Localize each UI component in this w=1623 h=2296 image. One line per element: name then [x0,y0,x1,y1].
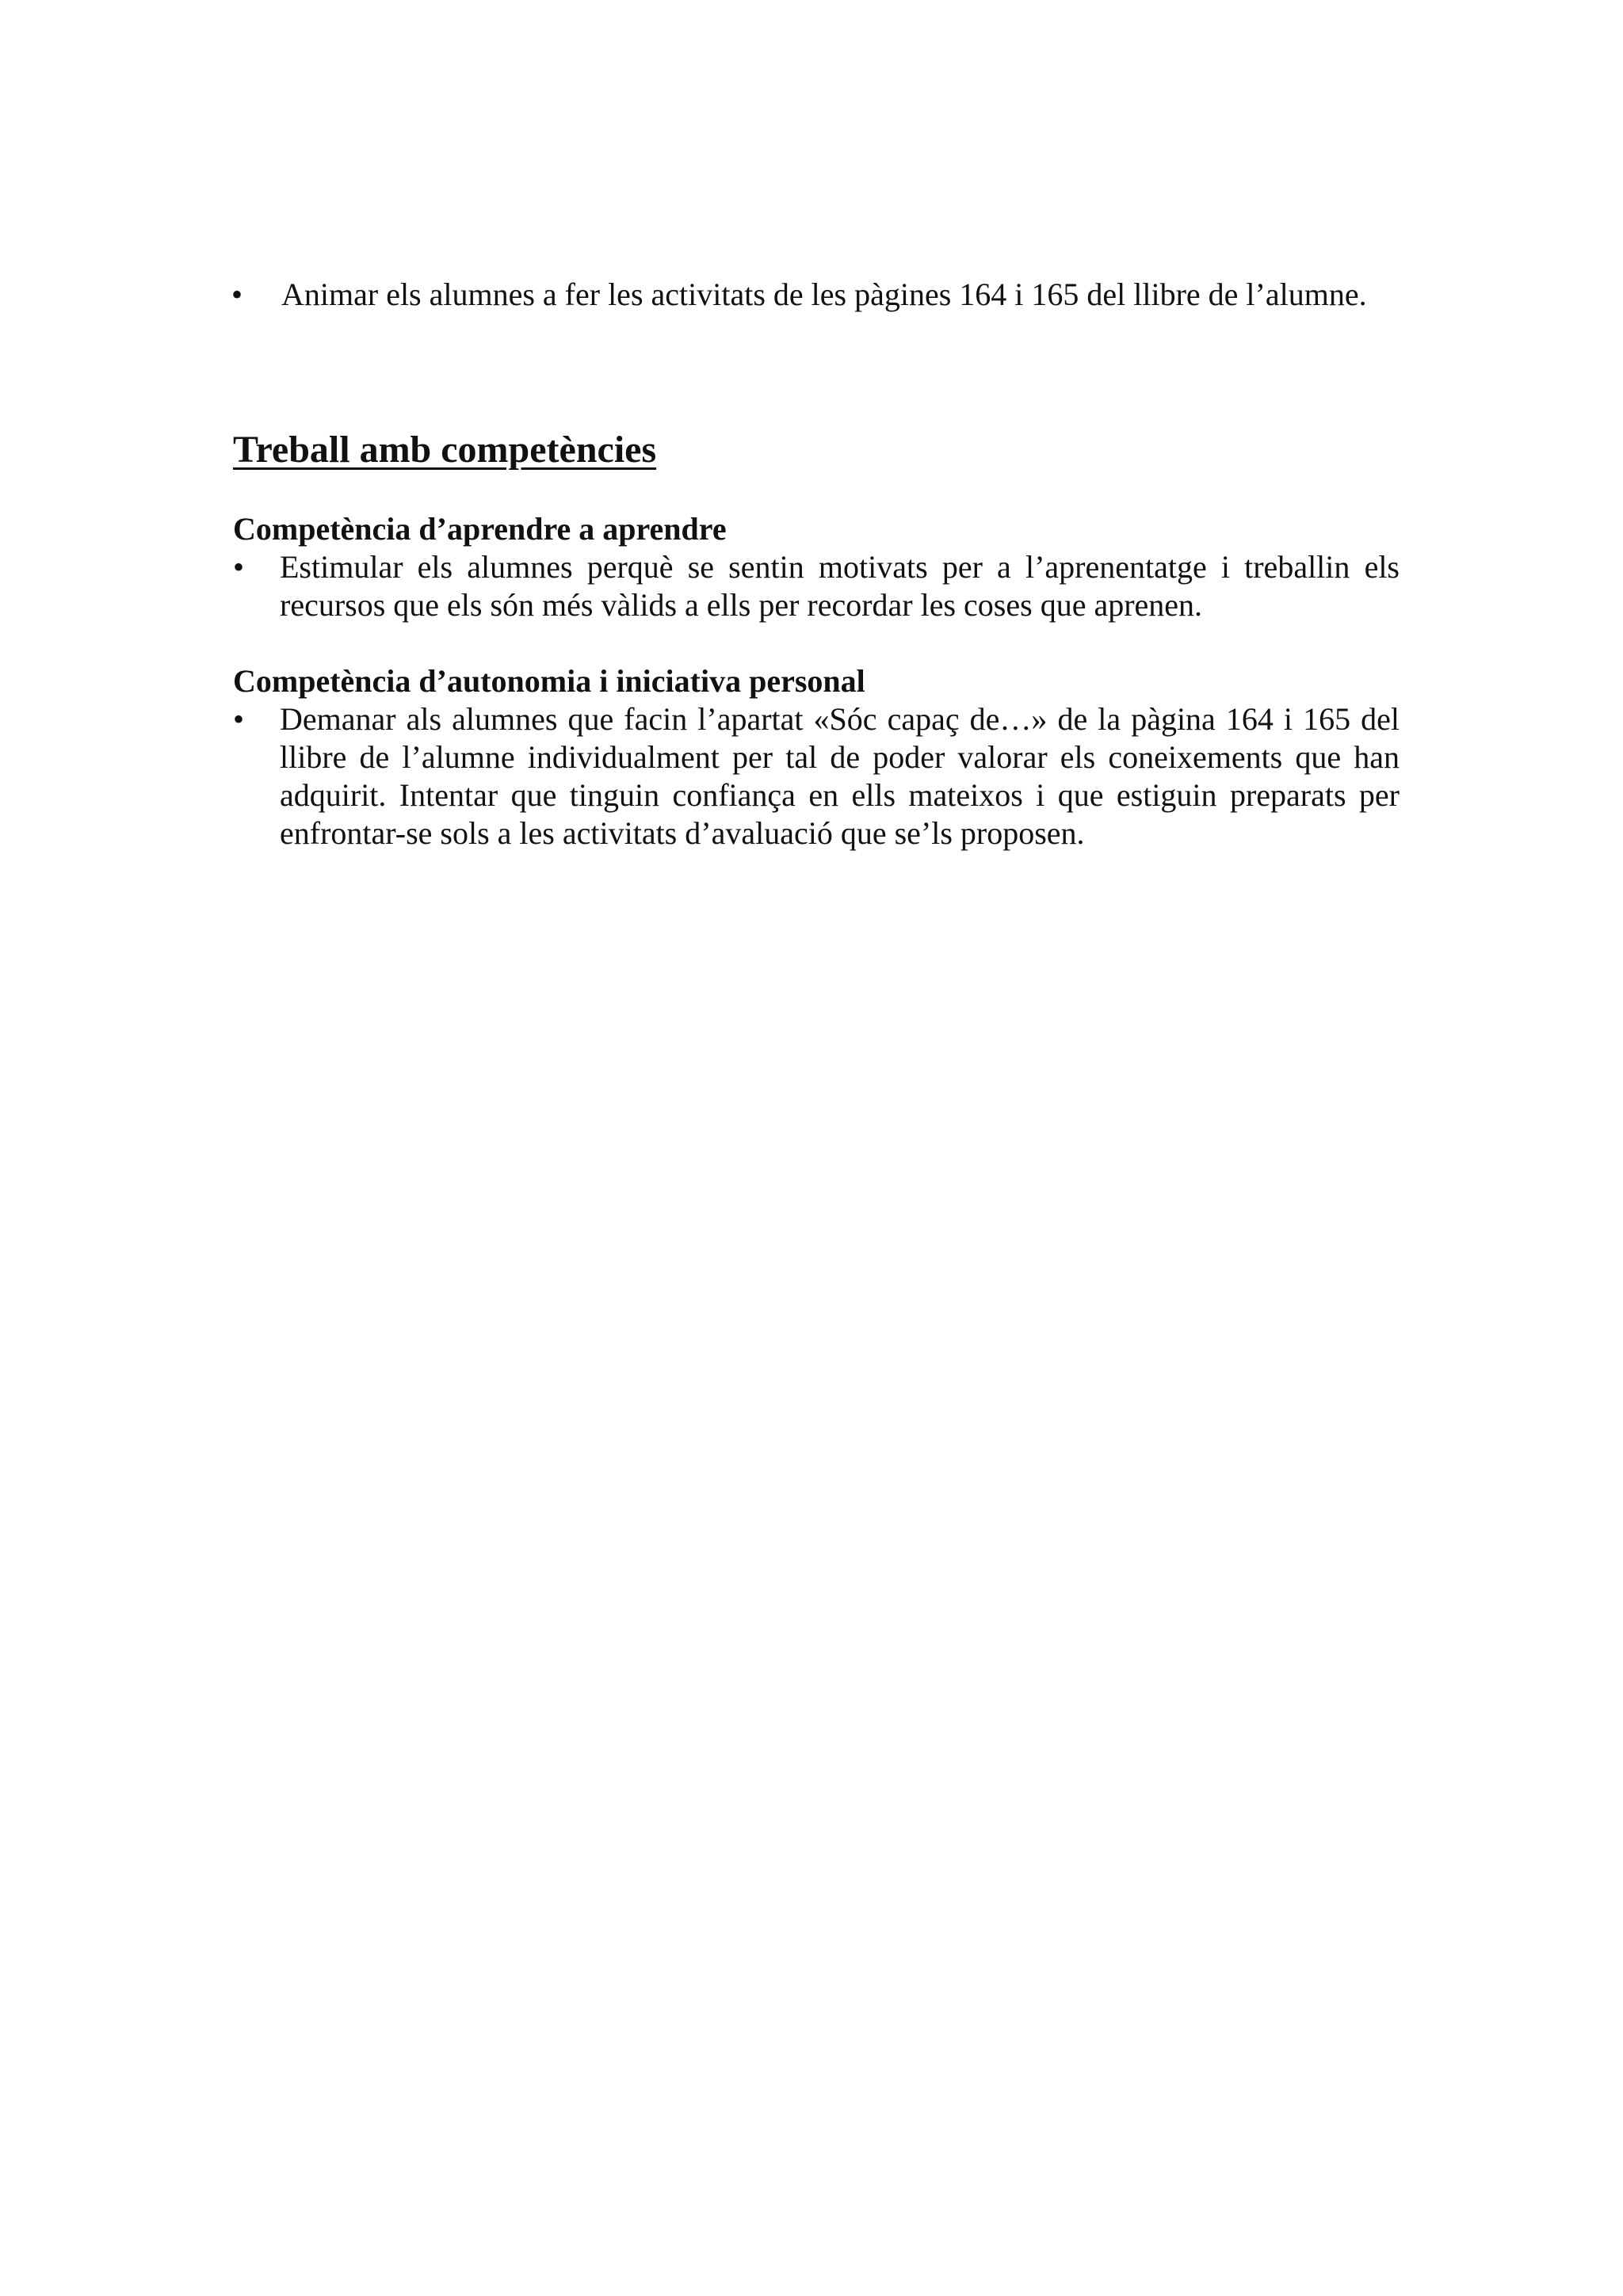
intro-text: Animar els alumnes a fer les activitats de les pàgines 164 i 165 del llibre de l’alumne. [281,277,1367,312]
subsection-heading-learning: Competència d’aprendre a aprendre [233,511,727,547]
bullet-marker: • [233,701,245,737]
bullet-marker: • [233,549,245,585]
list-item-text: Estimular els alumnes perquè se sentin motivats per a l’aprenentatge i treballin els recursos que els són més vàlids a ells per recordar les coses que aprenen. [280,549,1400,623]
bullet-marker: • [231,277,243,312]
section-title: Treball amb competències [233,429,657,471]
subsection-heading-autonomy: Competència d’autonomia i iniciativa personal [233,663,865,699]
list-item-text: Demanar als alumnes que facin l’apartat «Sóc capaç de…» de la pàgina 164 i 165 del llibre de l’alumne individualment per tal de poder valorar els coneixements que han adquirit. Intentar que tinguin confiança en ells mateixos i que estiguin preparats per enfrontar-se sols a les activitats d’avaluació que se’ls proposen. [280,701,1400,851]
